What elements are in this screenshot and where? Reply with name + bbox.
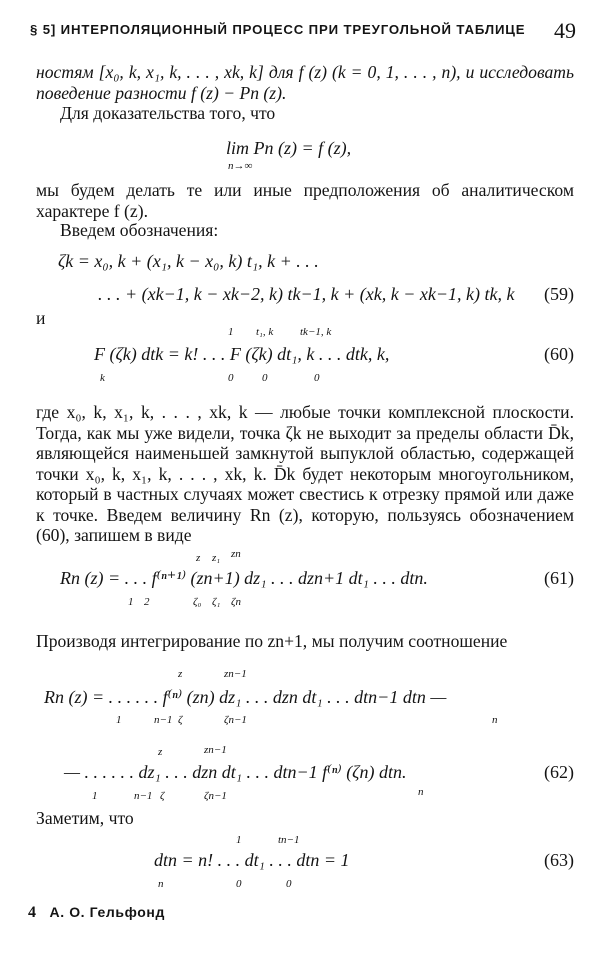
eq62-limit: ζ [178,714,183,726]
paragraph-5: и [36,308,46,328]
paragraph-7: Производя интегрирование по zn+1, мы получим соотношение [36,631,508,651]
equation-60-label: (60) [544,344,574,364]
eq60-limit: k [100,372,105,384]
paragraph-2: Для доказательства того, что [60,103,276,123]
equation-lim: lim Pn (z) = f (z), [226,138,352,158]
paragraph-6: где x₀, k, x₁, k, . . . , xk, k — любые точки комплексной плоскости. Тогда, как мы уже видели, точка ζk не выходит за пределы области D̄k, являющейся наименьшей замкнутой выпуклой областью, содержащей точки x₀, k, x₁, k, . . . , xk, k. D̄k будет некоторым многоугольником, который в частных случаях может свестись к отрезку прямой или даже к точке. Введем величину Rn (z), которую, пользуясь обозначением (60), запишем в виде [36,402,574,545]
equation-59-line1: ζk = x₀, k + (x₁, k − x₀, k) t₁, k + . . . [58,251,319,271]
eq62-limit: ζn−1 [204,790,227,802]
eq62-limit: z [178,668,183,680]
eq62-limit: ζ [160,790,165,802]
eq62-limit: n−1 [134,790,153,802]
equation-62-line1: Rn (z) = . . . . . . f⁽ⁿ⁾ (zn) dz₁ . . . dzn dt₁ . . . dtn−1 dtn — [44,687,447,707]
equation-60: F (ζk) dtk = k! . . . F (ζk) dt₁, k . . . dtk, k, [94,344,390,364]
signature-mark: 4 [28,904,36,921]
equation-63-label: (63) [544,850,574,870]
eq61-limit: ζ₁ [212,596,221,608]
eq62-limit: z [158,746,163,758]
paragraph-3: мы будем делать те или иные предположения об аналитическом характере f (z). [36,180,574,221]
equation-62-label: (62) [544,762,574,782]
equation-59-label: (59) [544,284,574,304]
eq60-limit: t₁, k [256,326,274,338]
eq62-limit: n [418,786,424,798]
equation-61: Rn (z) = . . . f⁽ⁿ⁺¹⁾ (zn+1) dz₁ . . . dzn+1 dt₁ . . . dtn. [60,568,428,588]
eq62-limit: n−1 [154,714,173,726]
lim-subscript: n→∞ [228,160,253,172]
eq61-limit: z₁ [212,552,221,564]
eq60-limit: 0 [228,372,234,384]
eq62-limit: 1 [92,790,98,802]
eq61-limit: zn [231,548,241,560]
eq60-limit: 0 [262,372,268,384]
author-name: А. О. Гельфонд [49,904,165,920]
eq62-limit: zn−1 [204,744,227,756]
eq62-limit: zn−1 [224,668,247,680]
equation-61-label: (61) [544,568,574,588]
running-header [22,18,580,44]
eq60-limit: 0 [314,372,320,384]
eq61-limit: ζ₀ [193,596,202,608]
paragraph-4: Введем обозначения: [60,220,219,240]
eq63-limit: 1 [236,834,242,846]
eq63-limit: tn−1 [278,834,300,846]
equation-63: dtn = n! . . . dt₁ . . . dtn = 1 [154,850,350,870]
eq60-limit: 1 [228,326,234,338]
paragraph-8: Заметим, что [36,808,134,828]
eq63-limit: n [158,878,164,890]
eq63-limit: 0 [236,878,242,890]
section-title: § 5] ИНТЕРПОЛЯЦИОННЫЙ ПРОЦЕСС ПРИ ТРЕУГОЛЬНОЙ ТАБЛИЦЕ [30,22,526,37]
eq60-limit: tk−1, k [300,326,332,338]
equation-59-line2: . . . + (xk−1, k − xk−2, k) tk−1, k + (xk, k − xk−1, k) tk, k [98,284,515,304]
footer [28,904,165,922]
eq61-limit: z [196,552,201,564]
paragraph-1: ностям [x₀, k, x₁, k, . . . , xk, k] для f (z) (k = 0, 1, . . . , n), и исследовать поведение разности f (z) − Pn (z). [36,62,574,103]
eq61-limit: ζn [231,596,241,608]
eq61-limit: 2 [144,596,150,608]
eq62-limit: n [492,714,498,726]
eq63-limit: 0 [286,878,292,890]
page-number: 49 [554,18,576,43]
equation-62-line2: — . . . . . . dz₁ . . . dzn dt₁ . . . dtn−1 f⁽ⁿ⁾ (ζn) dtn. [64,762,407,782]
eq62-limit: 1 [116,714,122,726]
eq61-limit: 1 [128,596,134,608]
eq62-limit: ζn−1 [224,714,247,726]
